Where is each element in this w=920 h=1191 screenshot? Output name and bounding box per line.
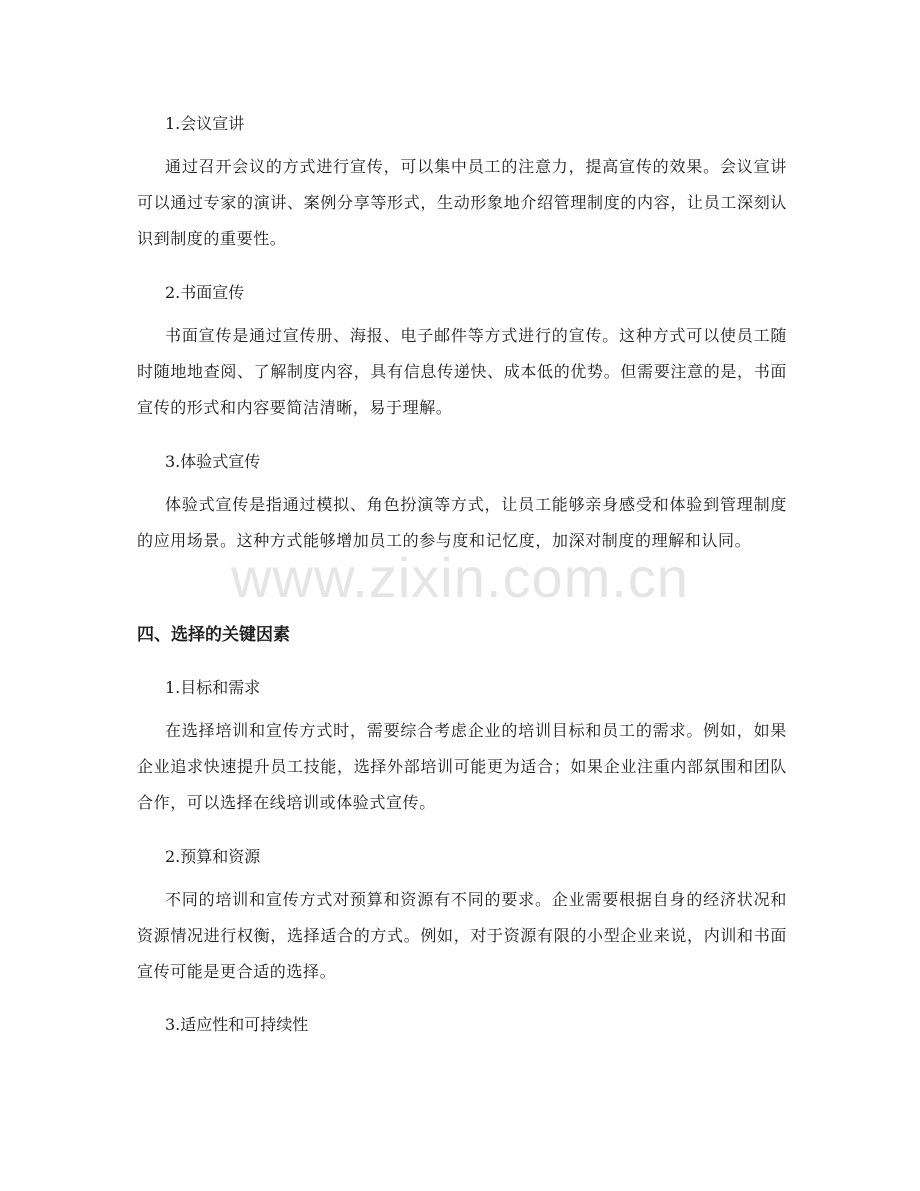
paragraph-meeting-presentation: 通过召开会议的方式进行宣传，可以集中员工的注意力，提高宣传的效果。会议宣讲可以通过专家的演讲、案例分享等形式，生动形象地介绍管理制度的内容，让员工深刻认识到制度的重要性。 [137,157,787,248]
subheading-adaptability-sustainability: 3.适应性和可持续性 [165,1015,309,1034]
paragraph-budget-resources: 不同的培训和宣传方式对预算和资源有不同的要求。企业需要根据自身的经济状况和资源情况进行权衡，选择适合的方式。例如，对于资源有限的小型企业来说，内训和书面宣传可能是更合适的选择。 [137,890,787,981]
subheading-budget-resources: 2.预算和资源 [165,847,261,866]
subheading-goals-needs: 1.目标和需求 [165,678,261,697]
paragraph-experiential-publicity: 体验式宣传是指通过模拟、角色扮演等方式，让员工能够亲身感受和体验到管理制度的应用场景。这种方式能够增加员工的参与度和记忆度，加深对制度的理解和认同。 [137,495,787,550]
paragraph-written-publicity: 书面宣传是通过宣传册、海报、电子邮件等方式进行的宣传。这种方式可以使员工随时随地地查阅、了解制度内容，具有信息传递快、成本低的优势。但需要注意的是，书面宣传的形式和内容要简洁清晰，易于理解。 [137,326,787,417]
watermark-text: www.zixin.com.cn [231,546,689,609]
paragraph-goals-needs: 在选择培训和宣传方式时，需要综合考虑企业的培训目标和员工的需求。例如，如果企业追求快速提升员工技能，选择外部培训可能更为适合；如果企业注重内部氛围和团队合作，可以选择在线培训或体验式宣传。 [137,721,787,812]
subheading-meeting-presentation: 1.会议宣讲 [165,114,245,133]
subheading-written-publicity: 2.书面宣传 [165,283,245,302]
subheading-experiential-publicity: 3.体验式宣传 [165,452,261,471]
section-title-key-factors: 四、选择的关键因素 [137,625,290,645]
